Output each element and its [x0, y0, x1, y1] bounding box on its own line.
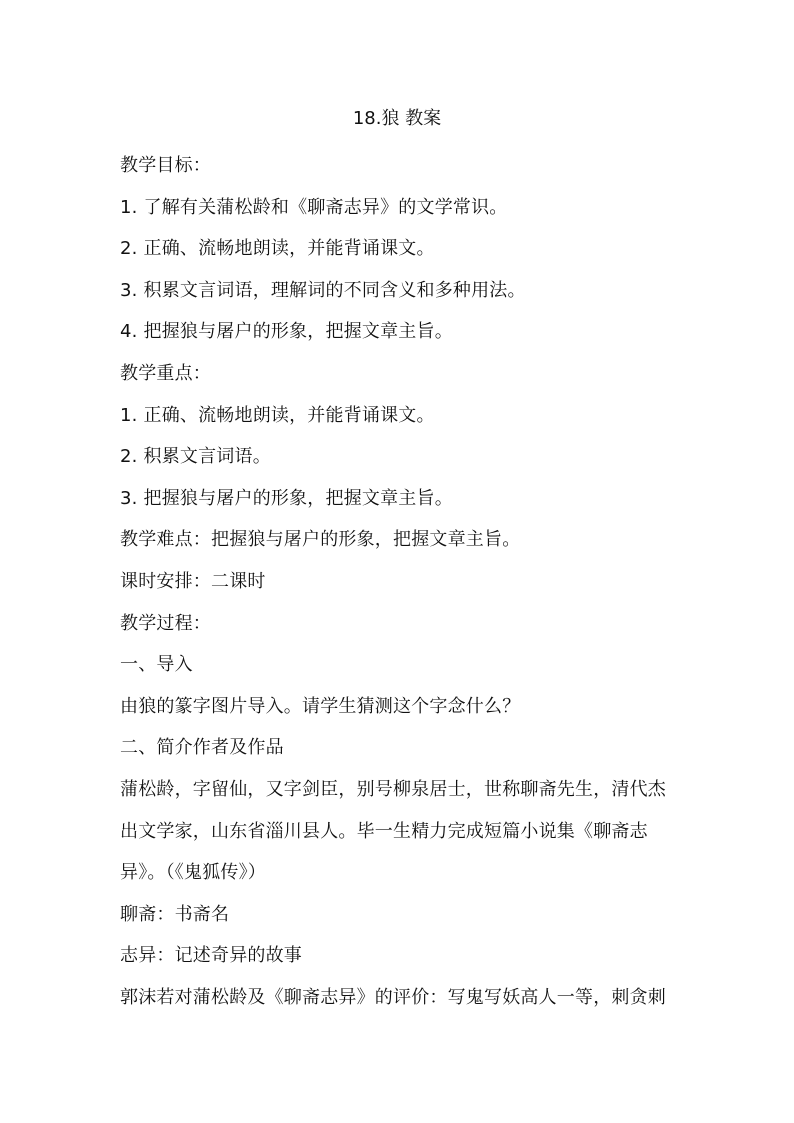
section-introduction: 一、导入 — [120, 654, 193, 676]
document-body — [120, 145, 680, 1018]
teaching-difficulty: 教学难点：把握狼与屠户的形象，把握文章主旨。 — [120, 529, 521, 551]
class-schedule: 课时安排：二课时 — [120, 570, 266, 592]
goal-item-3: 3. 积累文言词语，理解词的不同含义和多种用法。 — [120, 279, 526, 301]
page-title — [0, 104, 794, 134]
author-paragraph-line-2: 出文学家，山东省淄川县人。毕一生精力完成短篇小说集《聊斋志 — [120, 820, 648, 842]
section-author-works: 二、简介作者及作品 — [120, 737, 284, 759]
heading-teaching-process: 教学过程： — [120, 612, 211, 634]
author-paragraph-line-1: 蒲松龄，字留仙，又字剑臣，别号柳泉居士，世称聊斋先生，清代杰 — [120, 778, 666, 800]
introduction-text: 由狼的篆字图片导入。请学生猜测这个字念什么？ — [120, 695, 521, 717]
heading-teaching-goals: 教学目标： — [120, 155, 211, 176]
page-title-text: 18.狼 教案 — [352, 108, 442, 129]
definition-zhiyi: 志异：记述奇异的故事 — [120, 945, 302, 967]
author-paragraph-line-3: 异》。（《鬼狐传》） — [120, 862, 266, 884]
goal-item-2: 2. 正确、流畅地朗读，并能背诵课文。 — [120, 238, 435, 260]
definition-liaozhai: 聊斋：书斋名 — [120, 903, 230, 925]
heading-teaching-focus: 教学重点： — [120, 362, 211, 384]
focus-item-2: 2. 积累文言词语。 — [120, 446, 271, 468]
goal-item-4: 4. 把握狼与屠户的形象，把握文章主旨。 — [120, 321, 453, 343]
guo-moruo-evaluation: 郭沫若对蒲松龄及《聊斋志异》的评价：写鬼写妖高人一等，刺贪刺 — [120, 986, 666, 1008]
focus-item-3: 3. 把握狼与屠户的形象，把握文章主旨。 — [120, 487, 453, 509]
goal-item-1: 1. 了解有关蒲松龄和《聊斋志异》的文学常识。 — [120, 196, 508, 218]
focus-item-1: 1. 正确、流畅地朗读，并能背诵课文。 — [120, 404, 435, 426]
